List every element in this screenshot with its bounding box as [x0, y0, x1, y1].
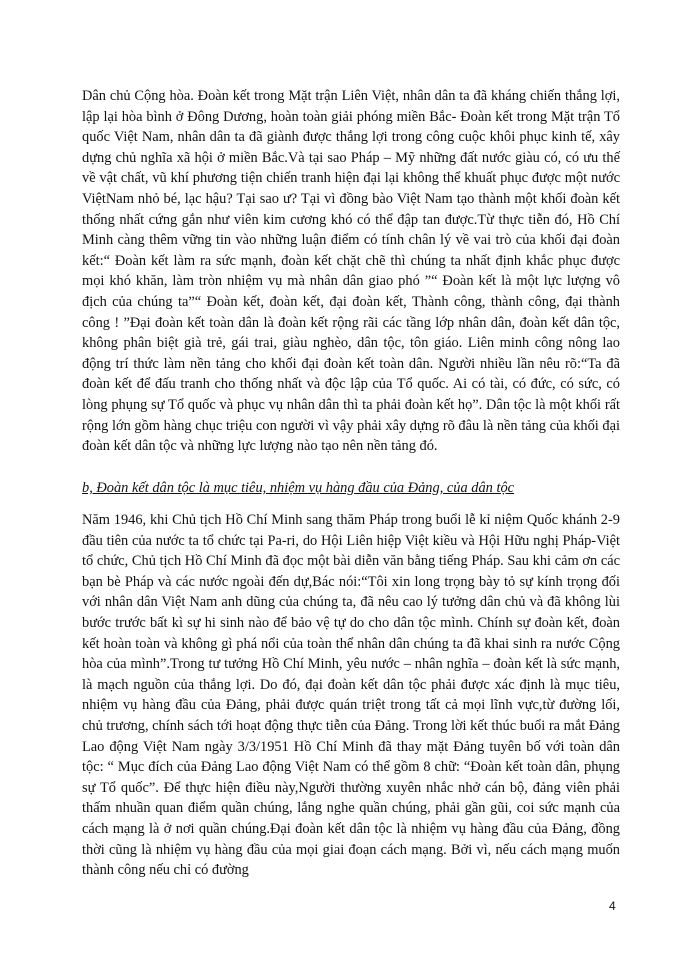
section-heading-b: b, Đoàn kết dân tộc là mục tiêu, nhiệm vụ hàng đầu của Đảng, của dân tộc	[82, 480, 515, 496]
body-paragraph-1	[82, 86, 620, 457]
paragraph-text: Năm 1946, khi Chủ tịch Hồ Chí Minh sang thăm Pháp trong buổi lễ kỉ niệm Quốc khánh 2-9 đầu tiên của nước ta tổ chức tại Pa-ri, do Hội Liên hiệp Việt kiều và Hội Hữu nghị Pháp-Việt tổ chức, Chủ tịch Hồ Chí Minh đã đọc một bài diễn văn bằng tiếng Pháp. Sau khi cảm ơn các bạn bè Pháp và các nước ngoài đến dự,Bác nói:“Tôi xin long trọng bày tỏ sự kính trọng đối với nhân dân Việt Nam anh dũng của chúng ta, đã nêu cao lý tưởng dân chủ và đã không lùi bước trước bất kì sự hi sinh nào để bảo vệ tự do cho dân tộc mình. Chính sự đoàn kết, đoàn kết hoàn toàn và không gì phá nổi của toàn thể nhân dân chúng ta đã khai sinh ra nước Cộng hòa của mình”.Trong tư tưởng Hồ Chí Minh, yêu nước – nhân nghĩa – đoàn kết là sức mạnh, là mạch nguồn của thắng lợi. Do đó, đại đoàn kết dân tộc phải được xác định là mục tiêu, nhiệm vụ hàng đầu của Đảng, phải được quán triệt trong tất cả mọi lĩnh vực,từ đường lối, chủ trương, chính sách tới hoạt động thực tiễn của Đảng. Trong lời kết thúc buổi ra mắt Đảng Lao động Việt Nam ngày 3/3/1951 Hồ Chí Minh đã thay mặt Đảng tuyên bố với toàn dân tộc: “ Mục đích của Đảng Lao động Việt Nam có thể gồm 8 chữ: “Đoàn kết toàn dân, phụng sự Tổ quốc”. Để thực hiện điều này,Người thường xuyên nhắc nhở cán bộ, đảng viên phải thấm nhuần quan điểm quần chúng, lắng nghe quần chúng, phải gần gũi, coi sức mạnh của cách mạng là ở nơi quần chúng.Đại đoàn kết dân tộc là nhiệm vụ hàng đầu của Đảng, đồng thời cũng là nhiệm vụ hàng đầu của mọi giai đoạn cách mạng. Bởi vì, nếu cách mạng muốn thành công nếu chỉ có đường	[82, 512, 621, 879]
body-paragraph-2	[82, 510, 620, 881]
page-number: 4	[609, 899, 616, 913]
paragraph-text: Dân chủ Cộng hòa. Đoàn kết trong Mặt trận Liên Việt, nhân dân ta đã kháng chiến thắng lợi, lập lại hòa bình ở Đông Dương, hoàn toàn giải phóng miền Bắc- Đoàn kết trong Mặt trận Tổ quốc Việt Nam, nhân dân ta đã giành được thắng lợi trong công cuộc khôi phục kinh tế, xây dựng chủ nghĩa xã hội ở miền Bắc.Và tại sao Pháp – Mỹ những đất nước giàu có, có ưu thế về vật chất, vũ khí phương tiện chiến tranh hiện đại lại không thể khuất phục được một nước ViệtNam nhỏ bé, lạc hậu? Tại sao ư? Tại vì đồng bào Việt Nam tạo thành một khối đoàn kết thống nhất cứng gắn như viên kim cương khó có thể đập tan được.Từ thực tiễn đó, Hồ Chí Minh càng thêm vững tin vào những luận điểm có tính chân lý về vai trò của khối đại đoàn kết:“ Đoàn kết làm ra sức mạnh, đoàn kết chặt chẽ thì chúng ta nhất định khắc phục được mọi khó khăn, làm tròn nhiệm vụ mà nhân dân giao phó ”“ Đoàn kết là một lực lượng vô địch của chúng ta”“ Đoàn kết, đoàn kết, đại đoàn kết, Thành công, thành công, đại thành công ! ”Đại đoàn kết toàn dân là đoàn kết rộng rãi các tầng lớp nhân dân, đoàn kết dân tộc, không phân biệt già trẻ, gái trai, giàu nghèo, dân tộc, tôn giáo. Liên minh công nông lao động trí thức làm nền tảng cho khối đại đoàn kết toàn dân. Người nhiều lần nêu rõ:“Ta đã đoàn kết để đấu tranh cho thống nhất và độc lập của Tổ quốc. Ai có tài, có đức, có sức, có lòng phụng sự Tổ quốc và phục vụ nhân dân thì ta phải đoàn kết họ”. Dân tộc là một khối rất rộng lớn gồm hàng chục triệu con người vì vậy phải xây dựng rõ đâu là nền tảng của khối đại đoàn kết dân tộc và những lực lượng nào tạo nên nền tảng đó.	[82, 88, 620, 455]
